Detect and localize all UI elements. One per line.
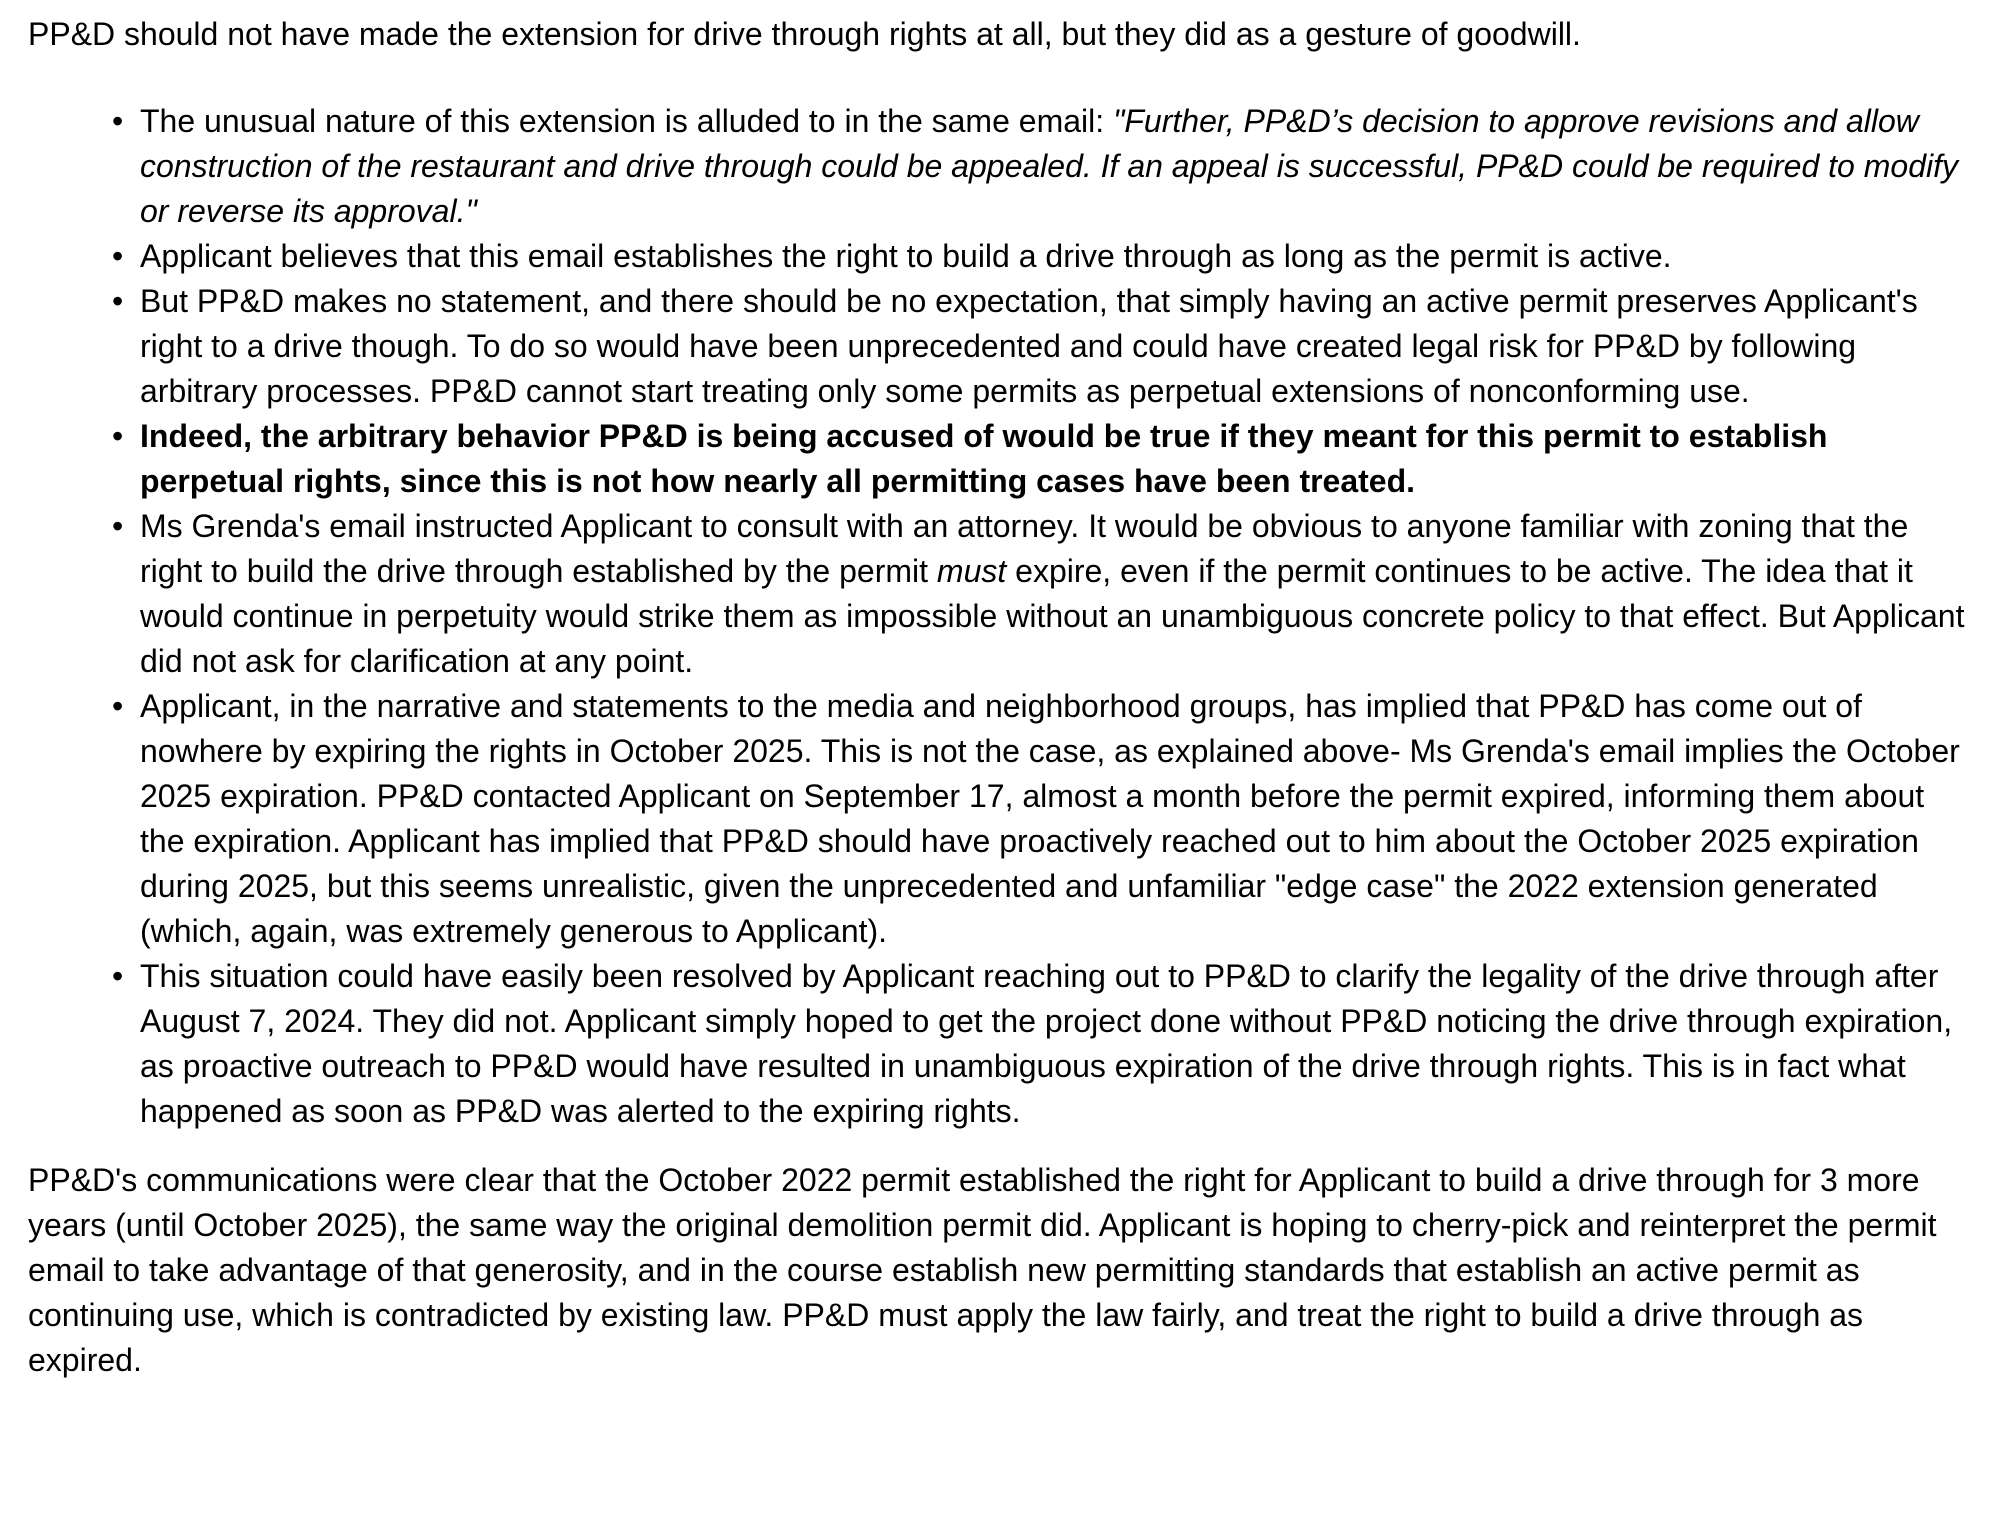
text-run: Applicant believes that this email establishes the right to build a drive through as long as the permit is active. (140, 238, 1672, 274)
list-item (140, 414, 1966, 504)
text-run: But PP&D makes no statement, and there should be no expectation, that simply having an active permit preserves Applicant's right to a drive though. To do so would have been unprecedented and could have created legal risk for PP&D by following arbitrary processes. PP&D cannot start treating only some permits as perpetual extensions of nonconforming use. (140, 283, 1918, 409)
text-run: Ms Grenda's email instructed Applicant to consult with an attorney. It would be obvious to anyone familiar with zoning that the right to build the drive through established by the permit (140, 508, 1909, 589)
text-run: Applicant, in the narrative and statements to the media and neighborhood groups, has implied that PP&D has come out of nowhere by expiring the rights in October 2025. This is not the case, as explained above- Ms Grenda's email implies the October 2025 expiration. PP&D contacted Applicant on September 17, almost a month before the permit expired, informing them about the expiration. Applicant has implied that PP&D should have proactively reached out to him about the October 2025 expiration during 2025, but this seems unrealistic, given the unprecedented and unfamiliar "edge case" the 2022 extension generated (which, again, was extremely generous to Applicant). (140, 688, 1960, 949)
closing-paragraph: PP&D's communications were clear that the October 2022 permit established the right for Applicant to build a drive through for 3 more years (until October 2025), the same way the original demolition permit did. Applicant is hoping to cherry-pick and reinterpret the permit email to take advantage of that generosity, and in the course establish new permitting standards that establish an active permit as continuing use, which is contradicted by existing law. PP&D must apply the law fairly, and treat the right to build a drive through as expired. (28, 1162, 1937, 1378)
list-item (140, 504, 1966, 684)
intro-paragraph: PP&D should not have made the extension for drive through rights at all, but they did as a gesture of goodwill. (28, 16, 1581, 52)
list-item (140, 234, 1966, 279)
list-item (140, 954, 1966, 1134)
list-item (140, 684, 1966, 954)
italic-text-run: "Further, PP&D’s decision to approve revisions and allow construction of the restaurant and drive through could be appealed. If an appeal is successful, PP&D could be required to modify or reverse its approval." (140, 103, 1958, 229)
text-run: Indeed, the arbitrary behavior PP&D is being accused of would be true if they meant for this permit to establish perpetual rights, since this is not how nearly all permitting cases have been treated. (140, 418, 1828, 499)
italic-text-run: must (936, 553, 1007, 589)
list-item (140, 279, 1966, 414)
text-run: expire, even if the permit continues to be active. The idea that it would continue in perpetuity would strike them as impossible without an unambiguous concrete policy to that effect. But Applicant did not ask for clarification at any point. (140, 553, 1965, 679)
text-run: The unusual nature of this extension is alluded to in the same email: (140, 103, 1114, 139)
bullet-list (28, 99, 1966, 1134)
list-item (140, 99, 1966, 234)
text-run: This situation could have easily been resolved by Applicant reaching out to PP&D to clarify the legality of the drive through after August 7, 2024. They did not. Applicant simply hoped to get the project done without PP&D noticing the drive through expiration, as proactive outreach to PP&D would have resulted in unambiguous expiration of the drive through rights. This is in fact what happened as soon as PP&D was alerted to the expiring rights. (140, 958, 1953, 1129)
